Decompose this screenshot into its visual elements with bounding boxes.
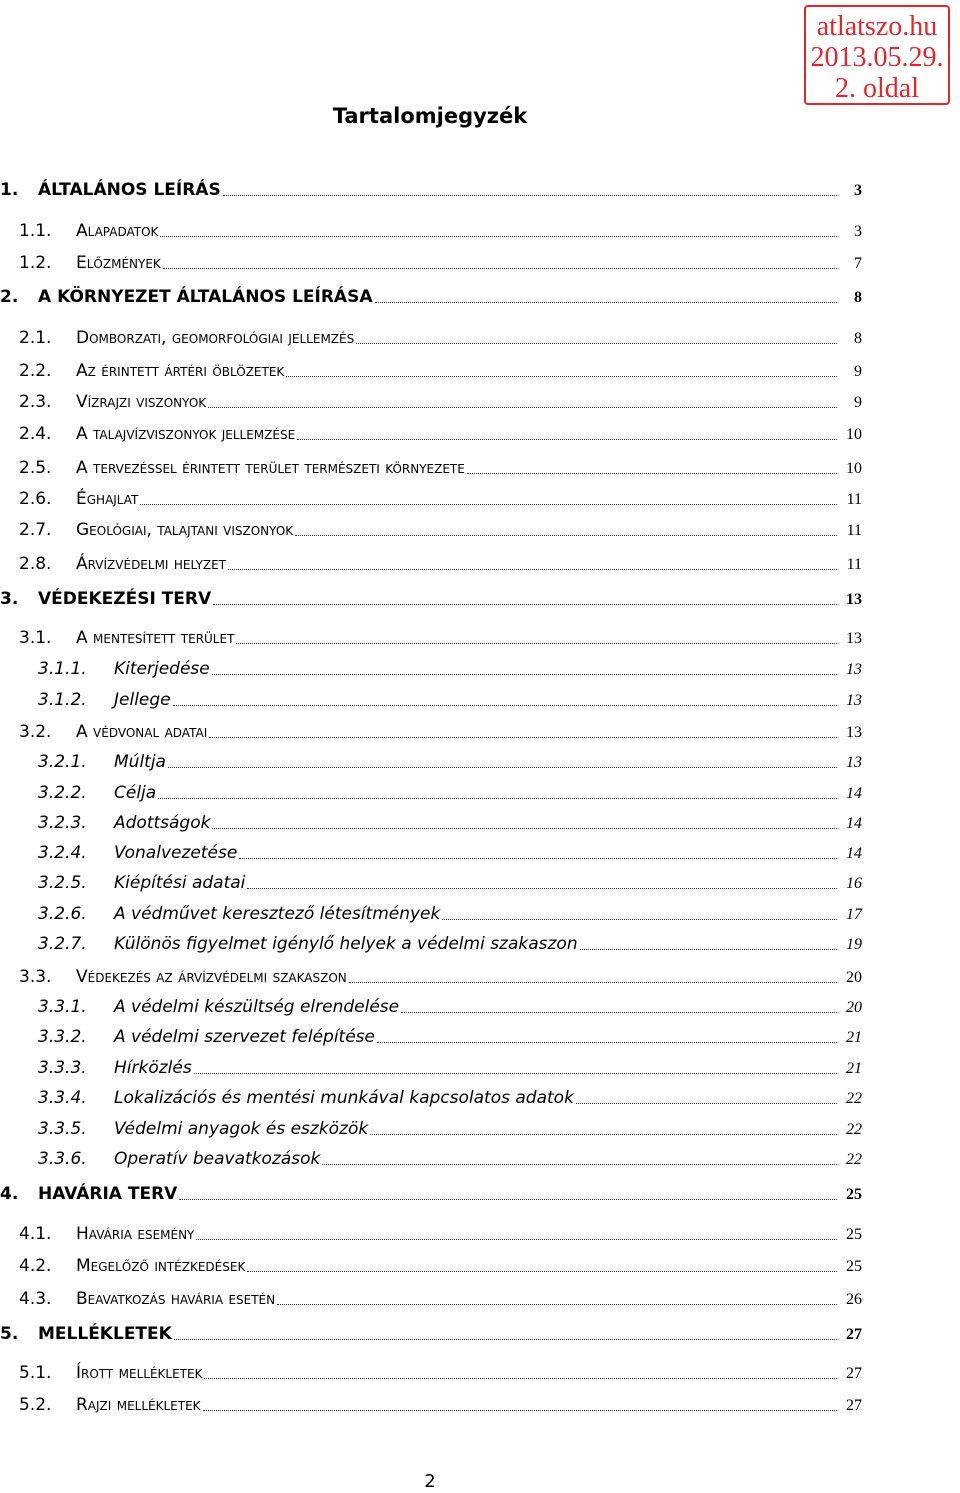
- toc-entry[interactable]: [0, 1119, 960, 1145]
- toc-entry-number: 3.2.1.: [38, 752, 87, 772]
- toc-entry[interactable]: [0, 520, 960, 546]
- toc-entry[interactable]: [0, 554, 960, 580]
- toc-entry-title: Beavatkozás havária esetén: [76, 1289, 276, 1309]
- toc-entry-page: 13: [838, 692, 862, 710]
- toc-entry[interactable]: [0, 328, 960, 354]
- toc-dot-leader: [212, 826, 859, 829]
- toc-dot-leader: [158, 796, 859, 799]
- toc-dot-leader: [247, 886, 859, 889]
- toc-entry-title: Hírközlés: [114, 1058, 192, 1078]
- toc-entry-page: 22: [838, 1151, 862, 1169]
- stamp-site: atlatszo.hu: [816, 11, 938, 42]
- toc-entry-page: 20: [838, 969, 862, 987]
- toc-entry-number: 3.2.7.: [38, 934, 87, 954]
- toc-dot-leader: [401, 1010, 859, 1013]
- toc-entry-title: Védelmi anyagok és eszközök: [114, 1119, 369, 1139]
- toc-entry-title: Különös figyelmet igénylő helyek a védelmi szakaszon: [114, 934, 578, 954]
- toc-entry-page: 8: [838, 289, 862, 307]
- toc-entry[interactable]: [0, 1363, 960, 1389]
- toc-entry-number: 3.1.2.: [38, 690, 87, 710]
- toc-entry-page: 20: [838, 999, 862, 1017]
- toc-entry[interactable]: [0, 1088, 960, 1114]
- toc-entry-title: VÉDEKEZÉSI TERV: [38, 589, 212, 609]
- toc-entry-title: A KÖRNYEZET ÁLTALÁNOS LEÍRÁSA: [38, 287, 373, 307]
- toc-entry-page: 21: [838, 1060, 862, 1078]
- toc-entry-title: A védelmi készültség elrendelése: [114, 997, 400, 1017]
- toc-entry[interactable]: [0, 1224, 960, 1250]
- toc-entry[interactable]: [0, 843, 960, 869]
- toc-dot-leader: [223, 193, 859, 196]
- toc-entry-title: Lokalizációs és mentési munkával kapcsolatos adatok: [114, 1088, 574, 1108]
- toc-entry-page: 26: [838, 1291, 862, 1309]
- toc-dot-leader: [277, 1302, 859, 1305]
- toc-dot-leader: [375, 300, 859, 303]
- toc-entry-page: 17: [838, 906, 862, 924]
- toc-dot-leader: [209, 735, 859, 738]
- toc-entry-page: 19: [838, 936, 862, 954]
- toc-entry-page: 13: [838, 661, 862, 679]
- toc-entry-page: 10: [838, 460, 862, 478]
- toc-entry-number: 2.1.: [19, 328, 52, 348]
- toc-entry[interactable]: [0, 253, 960, 279]
- toc-entry-number: 3.2.3.: [38, 813, 87, 833]
- toc-entry-number: 3.2.2.: [38, 783, 87, 803]
- toc-entry-number: 1.2.: [19, 253, 52, 273]
- toc-dot-leader: [168, 765, 859, 768]
- toc-entry[interactable]: [0, 589, 960, 615]
- toc-entry-number: 3.3.6.: [38, 1149, 87, 1169]
- toc-entry-title: Geológiai, talajtani viszonyok: [76, 520, 294, 540]
- toc-entry-page: 22: [838, 1121, 862, 1139]
- toc-entry-title: Éghajlat: [76, 489, 139, 509]
- toc-entry-number: 3.: [0, 589, 19, 609]
- page-number: 2: [424, 1471, 436, 1492]
- toc-entry[interactable]: [0, 1149, 960, 1175]
- toc-entry[interactable]: [0, 489, 960, 515]
- toc-dot-leader: [194, 1071, 859, 1074]
- toc-entry-page: 14: [838, 785, 862, 803]
- stamp-date: 2013.05.29.: [810, 42, 944, 73]
- toc-entry-number: 1.1.: [19, 221, 52, 241]
- toc-entry[interactable]: [0, 904, 960, 930]
- toc-dot-leader: [247, 1269, 859, 1272]
- toc-entry-page: 13: [838, 630, 862, 648]
- toc-entry-number: 3.3.: [19, 967, 52, 987]
- stamp-page: 2. oldal: [835, 73, 919, 104]
- toc-entry-page: 25: [838, 1186, 862, 1204]
- toc-entry-title: Árvízvédelmi helyzet: [76, 554, 227, 574]
- toc-entry-number: 3.2.6.: [38, 904, 87, 924]
- toc-entry-number: 2.6.: [19, 489, 52, 509]
- toc-entry-page: 22: [838, 1090, 862, 1108]
- toc-entry-page: 13: [838, 724, 862, 742]
- toc-entry[interactable]: [0, 1184, 960, 1210]
- toc-entry-title: HAVÁRIA TERV: [38, 1184, 178, 1204]
- toc-entry-page: 27: [838, 1326, 862, 1344]
- toc-dot-leader: [295, 533, 859, 536]
- toc-entry-number: 3.2.: [19, 722, 52, 742]
- toc-entry-title: Operatív beavatkozások: [114, 1149, 321, 1169]
- toc-entry-page: 14: [838, 845, 862, 863]
- toc-entry[interactable]: [0, 783, 960, 809]
- toc-entry-title: A tervezéssel érintett terület természeti környezete: [76, 458, 465, 478]
- toc-entry-title: Célja: [114, 783, 157, 803]
- toc-entry-title: Rajzi mellékletek: [76, 1395, 201, 1415]
- toc-entry-number: 5.1.: [19, 1363, 52, 1383]
- toc-entry[interactable]: [0, 628, 960, 654]
- toc-entry-number: 3.3.1.: [38, 997, 87, 1017]
- toc-entry-page: 27: [838, 1365, 862, 1383]
- toc-entry-number: 2.5.: [19, 458, 52, 478]
- toc-entry[interactable]: [0, 659, 960, 685]
- toc-entry-number: 3.3.3.: [38, 1058, 87, 1078]
- toc-entry-title: Kiépítési adatai: [114, 873, 246, 893]
- toc-entry-page: 9: [838, 363, 862, 381]
- toc-dot-leader: [349, 980, 859, 983]
- toc-entry-title: A védvonal adatai: [76, 722, 208, 742]
- toc-entry-number: 2.2.: [19, 361, 52, 381]
- toc-dot-leader: [179, 1197, 859, 1200]
- toc-entry-page: 25: [838, 1258, 862, 1276]
- toc-entry-number: 3.3.4.: [38, 1088, 87, 1108]
- toc-entry[interactable]: [0, 1395, 960, 1421]
- toc-entry-number: 4.: [0, 1184, 19, 1204]
- toc-entry-page: 11: [838, 522, 862, 540]
- toc-entry-page: 16: [838, 875, 862, 893]
- toc-entry-title: Múltja: [114, 752, 166, 772]
- toc-entry-number: 2.: [0, 287, 19, 307]
- toc-dot-leader: [236, 641, 859, 644]
- toc-entry-title: Havária esemény: [76, 1224, 195, 1244]
- toc-entry-title: Előzmények: [76, 253, 161, 273]
- toc-entry-title: Vízrajzi viszonyok: [76, 392, 207, 412]
- toc-entry-number: 3.2.5.: [38, 873, 87, 893]
- toc-dot-leader: [370, 1132, 859, 1135]
- toc-entry-title: Kiterjedése: [114, 659, 210, 679]
- toc-entry[interactable]: [0, 752, 960, 778]
- toc-entry-number: 1.: [0, 180, 19, 200]
- toc-dot-leader: [442, 917, 859, 920]
- toc-entry[interactable]: [0, 1289, 960, 1315]
- toc-dot-leader: [467, 471, 859, 474]
- toc-entry-title: Az érintett ártéri öblözetek: [76, 361, 285, 381]
- toc-entry-number: 2.4.: [19, 424, 52, 444]
- toc-entry[interactable]: [0, 813, 960, 839]
- toc-dot-leader: [322, 1162, 859, 1165]
- toc-entry-number: 2.3.: [19, 392, 52, 412]
- toc-entry-title: Alapadatok: [76, 221, 159, 241]
- toc-entry[interactable]: [0, 221, 960, 247]
- toc-entry[interactable]: [0, 287, 960, 313]
- toc-entry-number: 5.2.: [19, 1395, 52, 1415]
- toc-dot-leader: [228, 567, 859, 570]
- toc-entry[interactable]: [0, 690, 960, 716]
- toc-dot-leader: [286, 374, 859, 377]
- toc-dot-leader: [160, 234, 859, 237]
- toc-dot-leader: [213, 602, 859, 605]
- toc-dot-leader: [208, 405, 859, 408]
- toc-entry-number: 2.7.: [19, 520, 52, 540]
- toc-entry-page: 11: [838, 491, 862, 509]
- toc-entry-title: Megelőző intézkedések: [76, 1256, 246, 1276]
- toc-entry[interactable]: [0, 1058, 960, 1084]
- toc-entry-title: Vonalvezetése: [114, 843, 238, 863]
- toc-dot-leader: [173, 703, 859, 706]
- toc-entry-page: 3: [838, 182, 862, 200]
- toc-dot-leader: [140, 502, 859, 505]
- toc-entry-page: 27: [838, 1397, 862, 1415]
- toc-dot-leader: [297, 437, 859, 440]
- toc-dot-leader: [163, 266, 859, 269]
- toc-entry-title: Írott mellékletek: [76, 1363, 203, 1383]
- toc-dot-leader: [203, 1408, 859, 1411]
- toc-entry-page: 11: [838, 556, 862, 574]
- toc-entry-number: 4.2.: [19, 1256, 52, 1276]
- toc-entry-number: 3.3.5.: [38, 1119, 87, 1139]
- toc-entry[interactable]: [0, 1027, 960, 1053]
- toc-entry-number: 3.3.2.: [38, 1027, 87, 1047]
- toc-entry-title: A mentesített terület: [76, 628, 235, 648]
- toc-entry-page: 13: [838, 754, 862, 772]
- toc-entry-page: 10: [838, 426, 862, 444]
- toc-entry-title: A védelmi szervezet felépítése: [114, 1027, 375, 1047]
- toc-entry-page: 8: [838, 330, 862, 348]
- toc-entry-number: 3.1.1.: [38, 659, 87, 679]
- toc-entry-title: Jellege: [114, 690, 171, 710]
- toc-entry[interactable]: [0, 424, 960, 450]
- toc-dot-leader: [377, 1040, 859, 1043]
- toc-dot-leader: [174, 1337, 859, 1340]
- toc-entry-number: 3.1.: [19, 628, 52, 648]
- toc-dot-leader: [212, 672, 859, 675]
- toc-entry-page: 25: [838, 1226, 862, 1244]
- toc-entry[interactable]: [0, 458, 960, 484]
- toc-entry-number: 4.3.: [19, 1289, 52, 1309]
- toc-entry-title: ÁLTALÁNOS LEÍRÁS: [38, 180, 221, 200]
- toc-entry-title: A védművet keresztező létesítmények: [114, 904, 441, 924]
- toc-entry[interactable]: [0, 967, 960, 993]
- toc-entry-number: 5.: [0, 1324, 19, 1344]
- toc-entry-page: 14: [838, 815, 862, 833]
- toc-entry-page: 3: [838, 223, 862, 241]
- toc-entry-page: 7: [838, 255, 862, 273]
- toc-entry[interactable]: [0, 997, 960, 1023]
- toc-dot-leader: [356, 341, 859, 344]
- toc-entry[interactable]: [0, 180, 960, 206]
- toc-entry-title: Védekezés az árvízvédelmi szakaszon: [76, 967, 347, 987]
- toc-entry-number: 3.2.4.: [38, 843, 87, 863]
- toc-entry-number: 4.1.: [19, 1224, 52, 1244]
- toc-entry[interactable]: [0, 722, 960, 748]
- toc-entry-page: 9: [838, 394, 862, 412]
- date-stamp: [804, 5, 950, 105]
- toc-entry-title: Domborzati, geomorfológiai jellemzés: [76, 328, 355, 348]
- toc-entry[interactable]: [0, 1324, 960, 1350]
- page-title: Tartalomjegyzék: [332, 104, 528, 128]
- toc-dot-leader: [576, 1101, 859, 1104]
- toc-entry-title: Adottságok: [114, 813, 211, 833]
- toc-dot-leader: [196, 1237, 859, 1240]
- toc-entry-page: 21: [838, 1029, 862, 1047]
- toc-entry[interactable]: [0, 361, 960, 387]
- toc-entry[interactable]: [0, 1256, 960, 1282]
- toc-dot-leader: [239, 856, 859, 859]
- toc-entry[interactable]: [0, 934, 960, 960]
- toc-entry-title: MELLÉKLETEK: [38, 1324, 172, 1344]
- toc-entry[interactable]: [0, 392, 960, 418]
- toc-entry-title: A talajvízviszonyok jellemzése: [76, 424, 296, 444]
- toc-entry[interactable]: [0, 873, 960, 899]
- toc-dot-leader: [204, 1376, 859, 1379]
- toc-entry-number: 2.8.: [19, 554, 52, 574]
- toc-entry-page: 13: [838, 591, 862, 609]
- toc-dot-leader: [580, 947, 859, 950]
